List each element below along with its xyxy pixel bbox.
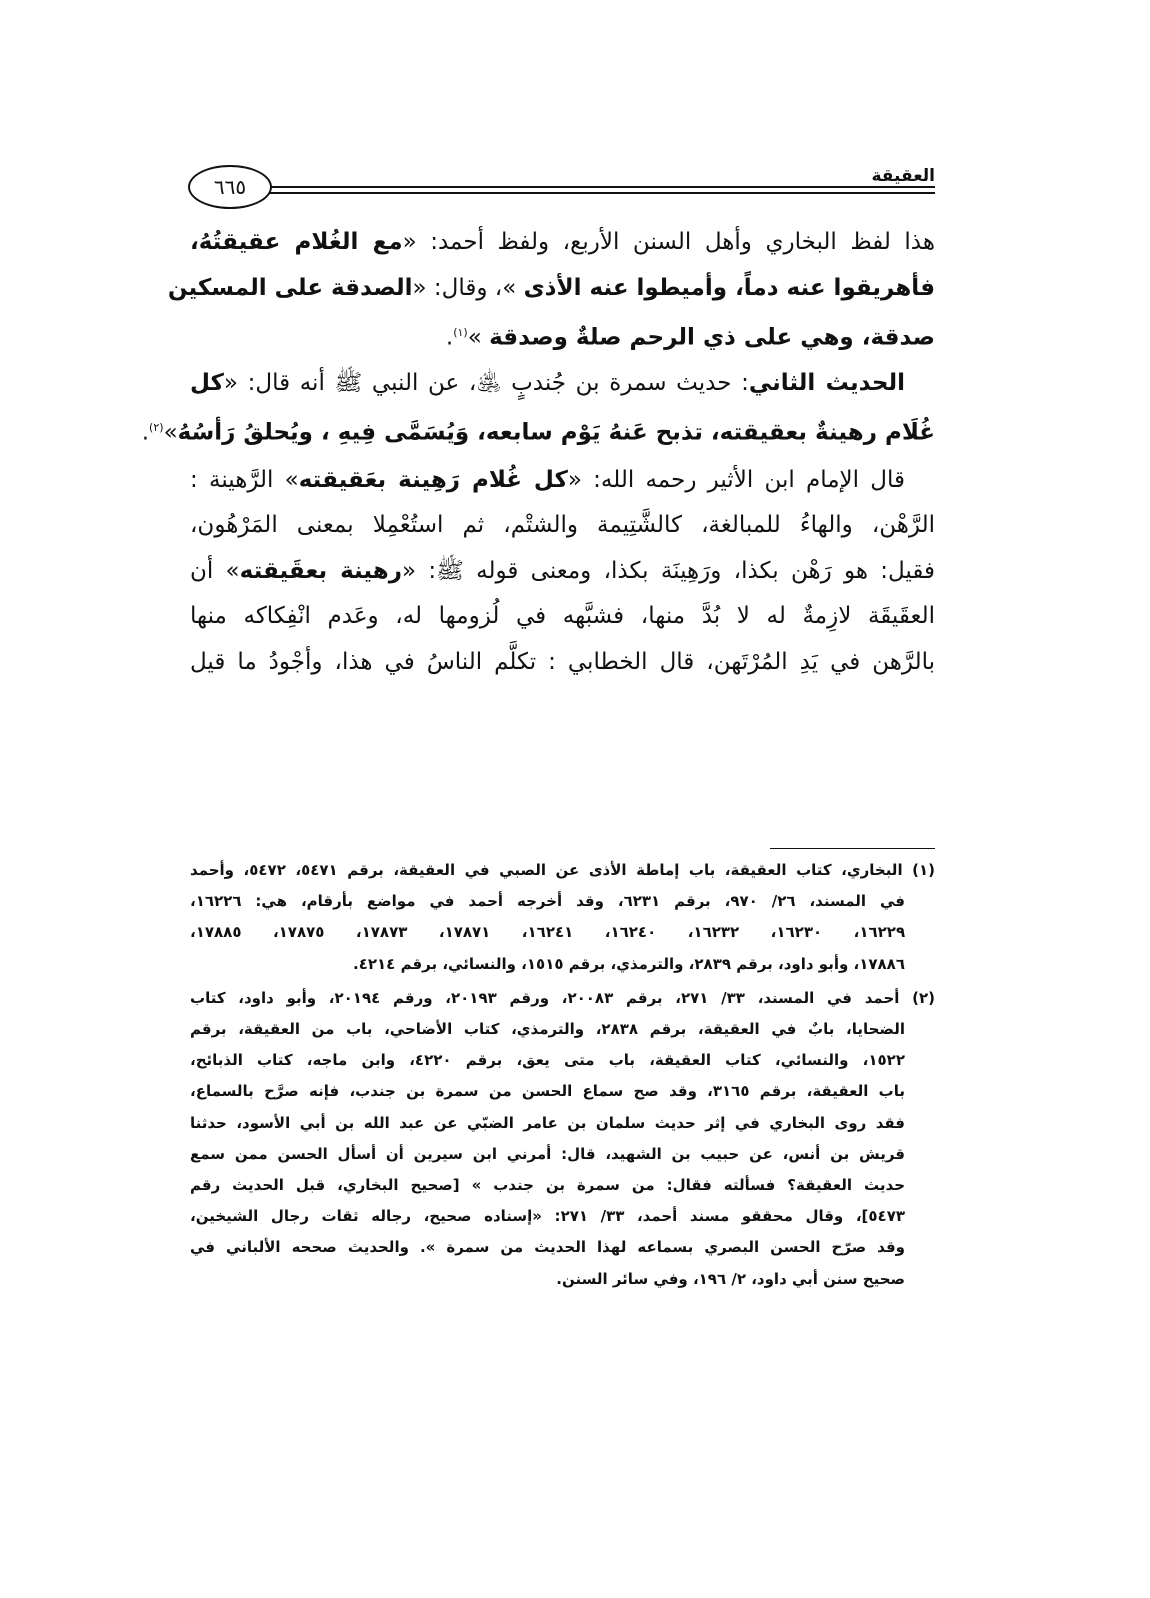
text-line bbox=[190, 642, 935, 682]
bold-text: مع الغُلام عقيقتُهُ، bbox=[190, 229, 403, 255]
footnote-line: وقد صرّح الحسن البصري بسماعه لهذا الحديث من سمرة ». والحديث صححه الألباني في bbox=[190, 1238, 905, 1257]
text-line bbox=[190, 222, 935, 262]
page-number-text: ٦٦٥ bbox=[213, 175, 247, 199]
bold-text: الحديث الثاني bbox=[748, 369, 905, 396]
text: » أن bbox=[190, 557, 240, 584]
text-line bbox=[190, 505, 935, 545]
text-line bbox=[141, 408, 935, 448]
footnote-line: (٢) أحمد في المسند، ٣٣/ ٢٧١، برقم ٢٠٠٨٣، ورقم ٢٠١٩٣، ورقم ٢٠١٩٤، وأبو داود، كتاب bbox=[190, 988, 936, 1007]
text: » bbox=[467, 324, 490, 351]
chapter-title: العقيقة bbox=[871, 166, 935, 186]
text-line bbox=[190, 363, 905, 403]
text-line bbox=[190, 596, 935, 636]
text-line bbox=[190, 551, 935, 591]
text: فقيل: هو رَهْن بكذا، ورَهِينَة بكذا، ومعنى قوله ﷺ: « bbox=[401, 557, 935, 584]
footnote-line: (١) البخاري، كتاب العقيقة، باب إماطة الأذى عن الصبي في العقيقة، برقم ٥٤٧١، ٥٤٧٢، وأحمد bbox=[190, 861, 935, 879]
footnote-separator bbox=[770, 848, 935, 849]
footnote-line: الضحايا، بابٌ في العقيقة، برقم ٢٨٣٨، والترمذي، كتاب الأضاحي، باب من العقيقة، برقم bbox=[190, 1020, 905, 1038]
bold-text: رهينة بعقَيقته bbox=[239, 557, 402, 584]
text: . bbox=[445, 324, 454, 351]
text: . bbox=[141, 419, 150, 446]
text: قال الإمام ابن الأثير رحمه الله: « bbox=[567, 466, 906, 493]
text: » bbox=[163, 419, 178, 446]
footnote-line: قريش بن أنس، عن حبيب بن الشهيد، قال: أمرني ابن سيرين أن أسأل الحسن ممن سمع bbox=[190, 1144, 905, 1163]
bold-text: الصدقة على المسكين bbox=[167, 274, 413, 301]
bold-text: كل غُلام رَهِينة بعَقيقته bbox=[298, 466, 568, 493]
text: : حديث سمرة بن جُندبٍ ﵁، عن النبي ﷺ أنه قال: « bbox=[223, 369, 749, 396]
bold-text: غُلَام رهينةٌ بعقيقته، تذبح عَنهُ يَوْم سابعه، وَيُسَمَّى فِيهِ ، ويُحلقُ رَأسُهُ bbox=[177, 419, 935, 446]
text-line bbox=[190, 460, 905, 500]
footnote-line: ٥٤٧٣]، وقال محققو مسند أحمد، ٣٣/ ٢٧١: «إسناده صحيح، رجاله ثقات رجال الشيخين، bbox=[190, 1207, 906, 1226]
footnote-line: ١٥٢٢، والنسائي، كتاب العقيقة، باب متى يعق، برقم ٤٢٢٠، وابن ماجه، كتاب الذبائح، bbox=[190, 1051, 905, 1070]
footnote-ref: (٢) bbox=[149, 421, 164, 434]
header-rule bbox=[262, 192, 935, 194]
bold-text: فأهريقوا عنه دماً، وأميطوا عنه الأذى bbox=[523, 274, 935, 301]
page-number bbox=[188, 165, 272, 209]
text: هذا لفظ البخاري وأهل السنن الأربع، ولفظ أحمد: « bbox=[402, 229, 935, 255]
footnote-line: فقد روى البخاري في إثر حديث سلمان بن عامر الضبّي عن عبد الله بن أبي الأسود، حدثنا bbox=[190, 1113, 905, 1132]
text-line bbox=[445, 313, 935, 353]
text: بالرَّهن في يَدِ المُرْتَهن، قال الخطابي : تكلَّم الناسُ في هذا، وأجْودُ ما قيل bbox=[190, 648, 935, 675]
header-rule bbox=[262, 186, 935, 188]
bold-text: كل bbox=[190, 369, 224, 396]
text-line bbox=[167, 268, 935, 308]
footnote-line: صحيح سنن أبي داود، ٢/ ١٩٦، وفي سائر السنن. bbox=[556, 1269, 905, 1288]
footnote-line: في المسند، ٢٦/ ٩٧٠، برقم ٦٢٣١، وقد أخرجه أحمد في مواضع بأرقام، هي: ١٦٢٢٦، bbox=[190, 892, 906, 911]
text: »، وقال: « bbox=[412, 274, 524, 301]
bold-text: صدقة، وهي على ذي الرحم صلةٌ وصدقة bbox=[489, 324, 935, 351]
footnote-line: ١٦٢٢٩، ١٦٢٣٠، ١٦٢٣٢، ١٦٢٤٠، ١٦٢٤١، ١٧٨٧١، ١٧٨٧٣، ١٧٨٧٥، ١٧٨٨٥، bbox=[190, 923, 906, 942]
footnote-ref: (١) bbox=[453, 326, 468, 339]
footnote-line: باب العقيقة، برقم ٣١٦٥، وقد صح سماع الحسن من سمرة بن جندب، فإنه صرَّح بالسماع، bbox=[190, 1082, 905, 1101]
footnote-line: حديث العقيقة؟ فسألته فقال: من سمرة بن جندب » [صحيح البخاري، قبل الحديث رقم bbox=[190, 1176, 905, 1194]
text: » الرَّهينة : bbox=[190, 466, 299, 493]
text: الرَّهْن، والهاءُ للمبالغة، كالشَّتِيمة والشتْم، ثم استُعْمِلا بمعنى المَرْهُون، bbox=[190, 512, 935, 538]
footnote-line: ١٧٨٨٦، وأبو داود، برقم ٢٨٣٩، والترمذي، برقم ١٥١٥، والنسائي، برقم ٤٢١٤. bbox=[353, 954, 905, 973]
text: العقَيقَة لازِمةٌ له لا بُدَّ منها، فشبَّهه في لُزومها له، وعَدم انْفِكاكه منها bbox=[190, 603, 935, 629]
